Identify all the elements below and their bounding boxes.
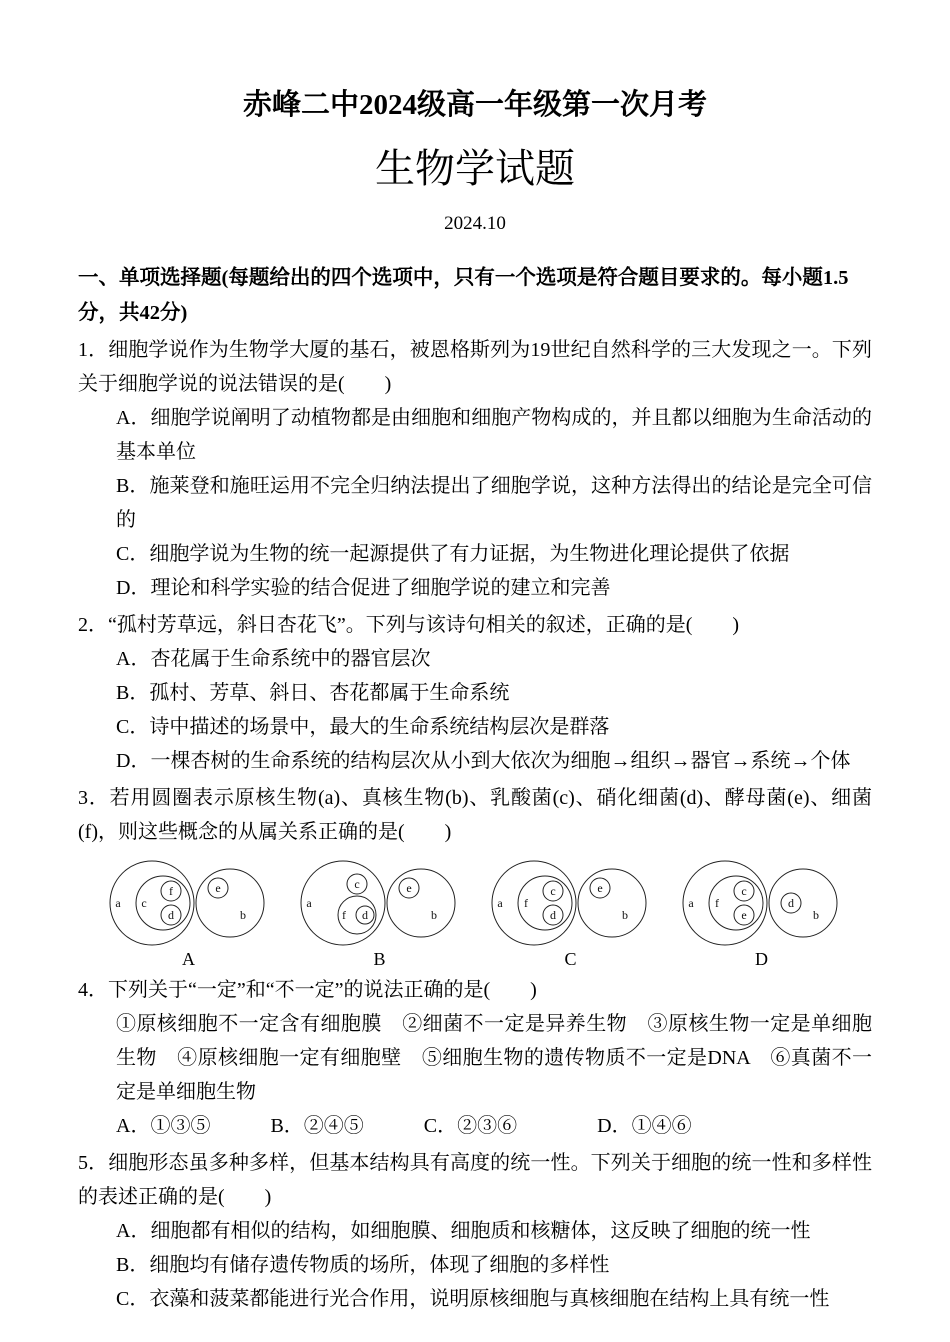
svg-text:e: e (597, 881, 603, 896)
question-4-stem: 4．下列关于“一定”和“不一定”的说法正确的是( ) (78, 979, 537, 1002)
question-3 (78, 781, 872, 970)
question-1-option-a: A．细胞学说阐明了动植物都是由细胞和细胞产物构成的，并且都以细胞为生命活动的基本单位 (116, 407, 872, 464)
svg-text:b: b (431, 908, 437, 923)
exam-subject-title: 生物学试题 (375, 145, 575, 191)
venn-diagram-label-c: C (564, 949, 577, 970)
question-5-option-b: B．细胞均有储存遗传物质的场所，体现了细胞的多样性 (116, 1254, 610, 1277)
exam-date: 2024.10 (444, 212, 506, 234)
question-5-stem: 5．细胞形态虽多种多样，但基本结构具有高度的统一性。下列关于细胞的统一性和多样性的表述正确的是( ) (78, 1152, 872, 1209)
question-4-choices: A．①③⑤ B．②④⑤ C．②③⑥ D．①④⑥ (116, 1115, 692, 1138)
svg-text:e: e (741, 908, 747, 923)
svg-text:d: d (168, 908, 174, 923)
svg-text:d: d (788, 896, 794, 911)
svg-text:e: e (406, 881, 412, 896)
question-2-option-c: C．诗中描述的场景中，最大的生命系统结构层次是群落 (116, 716, 610, 739)
svg-text:f: f (342, 908, 346, 923)
question-1-option-d: D．理论和科学实验的结合促进了细胞学说的建立和完善 (116, 577, 611, 600)
svg-text:d: d (550, 908, 556, 923)
venn-diagram-label-b: B (373, 949, 386, 970)
venn-diagram-option-a (106, 857, 271, 970)
venn-diagram-row (78, 857, 872, 970)
svg-text:c: c (141, 896, 147, 911)
venn-diagram-option-b (297, 857, 462, 970)
svg-text:b: b (622, 908, 628, 923)
svg-text:a: a (115, 896, 121, 911)
svg-text:b: b (813, 908, 819, 923)
svg-text:b: b (240, 908, 246, 923)
question-2-stem: 2．“孤村芳草远，斜日杏花飞”。下列与该诗句相关的叙述，正确的是( ) (78, 614, 740, 637)
question-5 (78, 1146, 872, 1316)
svg-text:d: d (362, 908, 368, 923)
question-2-option-a: A．杏花属于生命系统中的器官层次 (116, 648, 431, 671)
svg-text:c: c (741, 884, 747, 899)
question-3-stem: 3．若用圆圈表示原核生物(a)、真核生物(b)、乳酸菌(c)、硝化细菌(d)、酵母菌(e)、细菌(f)，则这些概念的从属关系正确的是( ) (78, 787, 872, 844)
svg-text:e: e (215, 881, 221, 896)
question-1-option-c: C．细胞学说为生物的统一起源提供了有力证据，为生物进化理论提供了依据 (116, 543, 790, 566)
question-1-stem: 1．细胞学说作为生物学大厦的基石，被恩格斯列为19世纪自然科学的三大发现之一。下列关于细胞学说的说法错误的是( ) (78, 339, 872, 396)
svg-text:a: a (688, 896, 694, 911)
question-5-option-a: A．细胞都有相似的结构，如细胞膜、细胞质和核糖体，这反映了细胞的统一性 (116, 1220, 811, 1243)
svg-text:f: f (715, 896, 719, 911)
svg-text:a: a (497, 896, 503, 911)
question-1 (78, 333, 872, 605)
svg-text:c: c (550, 884, 556, 899)
svg-text:f: f (169, 884, 173, 899)
venn-diagram-label-d: D (755, 949, 768, 970)
question-4 (78, 973, 872, 1143)
question-5-option-c: C．衣藻和菠菜都能进行光合作用，说明原核细胞与真核细胞在结构上具有统一性 (116, 1288, 830, 1311)
svg-text:f: f (524, 896, 528, 911)
svg-text:a: a (306, 896, 312, 911)
question-1-option-b: B．施莱登和施旺运用不完全归纳法提出了细胞学说，这种方法得出的结论是完全可信的 (116, 475, 872, 532)
venn-diagram-label-a: A (182, 949, 195, 970)
question-2-option-b: B．孤村、芳草、斜日、杏花都属于生命系统 (116, 682, 510, 705)
question-2 (78, 608, 872, 778)
venn-diagram-option-d (679, 857, 844, 970)
svg-text:c: c (354, 877, 360, 892)
exam-title: 赤峰二中2024级高一年级第一次月考 (242, 89, 707, 121)
section-heading: 一、单项选择题(每题给出的四个选项中，只有一个选项是符合题目要求的。每小题1.5分，共42分) (78, 266, 849, 324)
question-4-statements: ①原核细胞不一定含有细胞膜 ②细菌不一定是异养生物 ③原核生物一定是单细胞生物 ④原核细胞一定有细胞壁 ⑤细胞生物的遗传物质不一定是DNA ⑥真菌不一定是单细胞生物 (116, 1013, 872, 1104)
question-2-option-d: D．一棵杏树的生命系统的结构层次从小到大依次为细胞→组织→器官→系统→个体 (116, 750, 851, 773)
venn-diagram-option-c (488, 857, 653, 970)
